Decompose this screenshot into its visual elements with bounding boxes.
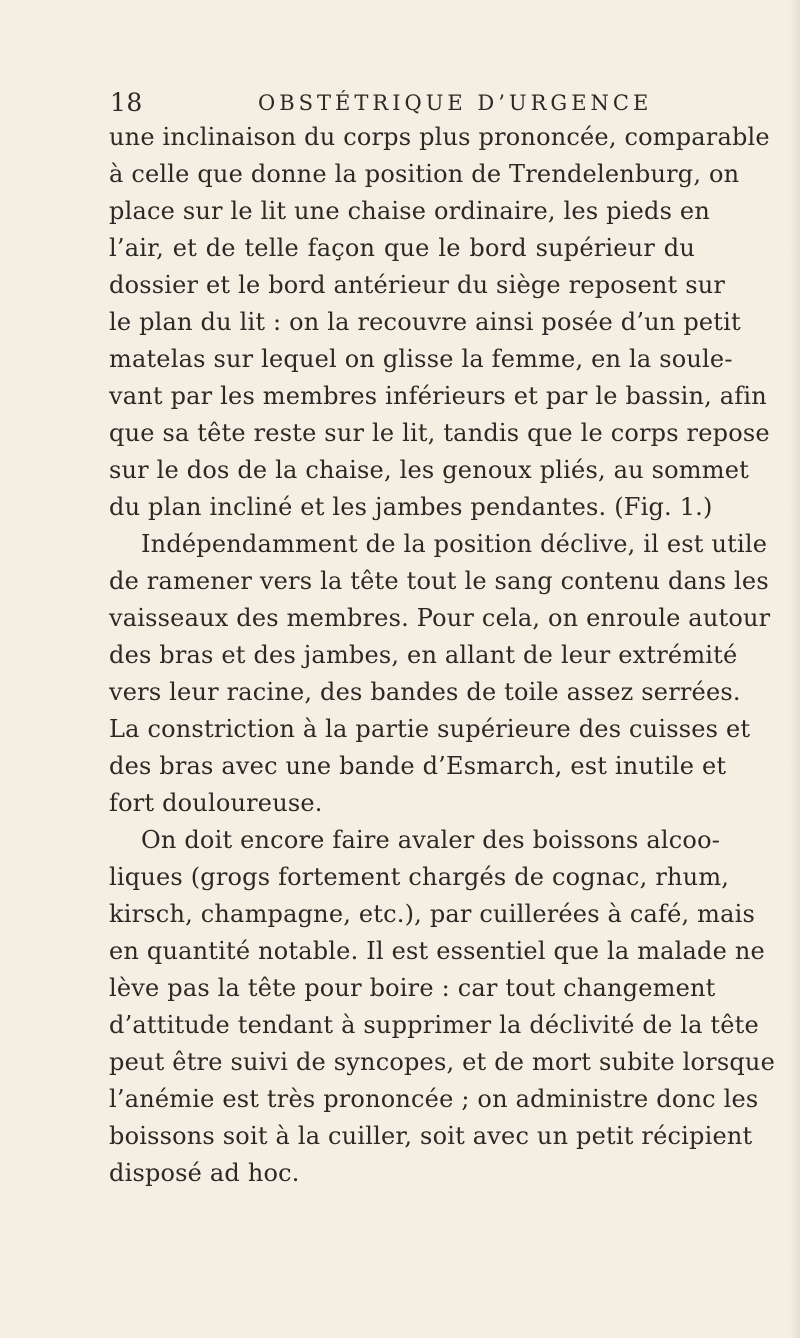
text-line: des bras avec une bande d’Esmarch, est inutile et — [109, 752, 727, 780]
text-line: boissons soit à la cuiller, soit avec un petit récipient — [109, 1122, 753, 1150]
text-line: de ramener vers la tête tout le sang contenu dans les — [109, 567, 769, 595]
text-line: que sa tête reste sur le lit, tandis que le corps repose — [109, 419, 770, 447]
running-title: OBSTÉTRIQUE D’URGENCE — [258, 91, 653, 115]
text-line: d’attitude tendant à supprimer la déclivité de la tête — [109, 1011, 759, 1039]
text-line: On doit encore faire avaler des boissons alcoo- — [141, 826, 721, 854]
running-header — [0, 88, 800, 118]
text-line: place sur le lit une chaise ordinaire, les pieds en — [109, 197, 710, 225]
text-line: disposé ad hoc. — [109, 1159, 300, 1187]
text-line: kirsch, champagne, etc.), par cuillerées à café, mais — [109, 900, 756, 928]
text-line: fort douloureuse. — [109, 789, 323, 817]
text-line: vant par les membres inférieurs et par le bassin, afin — [109, 382, 767, 410]
text-line: le plan du lit : on la recouvre ainsi posée d’un petit — [109, 308, 741, 336]
text-line: l’anémie est très prononcée ; on administre donc les — [109, 1085, 759, 1113]
text-line: sur le dos de la chaise, les genoux pliés, au sommet — [109, 456, 749, 484]
text-line: Indépendamment de la position déclive, il est utile — [141, 530, 768, 558]
text-line: liques (grogs fortement chargés de cognac, rhum, — [109, 863, 730, 891]
text-line: vaisseaux des membres. Pour cela, on enroule autour — [109, 604, 771, 632]
text-line: en quantité notable. Il est essentiel que la malade ne — [109, 937, 765, 965]
body-text — [109, 119, 775, 1192]
text-line: une inclinaison du corps plus prononcée, comparable — [109, 123, 770, 151]
text-line: l’air, et de telle façon que le bord supérieur du — [109, 234, 695, 262]
text-line: peut être suivi de syncopes, et de mort subite lorsque — [109, 1048, 775, 1076]
text-line: lève pas la tête pour boire : car tout changement — [109, 974, 716, 1002]
text-line: La constriction à la partie supérieure des cuisses et — [109, 715, 751, 743]
text-line: vers leur racine, des bandes de toile assez serrées. — [109, 678, 741, 706]
text-line: des bras et des jambes, en allant de leur extrémité — [109, 641, 738, 669]
page-edge-shadow — [790, 0, 800, 1338]
text-line: du plan incliné et les jambes pendantes. (Fig. 1.) — [109, 493, 713, 521]
text-line: à celle que donne la position de Trendelenburg, on — [109, 160, 740, 188]
text-line: dossier et le bord antérieur du siège reposent sur — [109, 271, 726, 299]
page-number: 18 — [110, 88, 143, 117]
text-line: matelas sur lequel on glisse la femme, en la soule- — [109, 345, 733, 373]
